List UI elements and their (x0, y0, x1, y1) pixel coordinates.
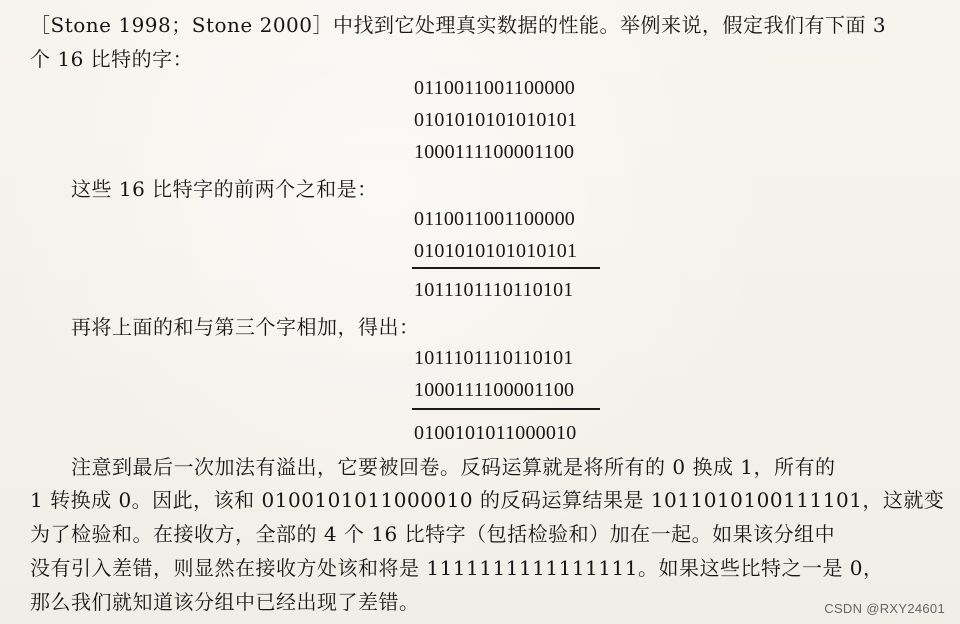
third-operand-2: 1000111100001100 (414, 379, 575, 401)
paragraph-line-2: 1 转换成 0。因此，该和 0100101011000010 的反码运算结果是 1011010100111101，这就变 (30, 488, 945, 512)
sum-operand-2: 0101010101010101 (414, 240, 578, 262)
sum-rule (412, 267, 600, 269)
paragraph-line-1: 注意到最后一次加法有溢出，它要被回卷。反码运算就是将所有的 0 换成 1，所有的 (71, 455, 836, 479)
third-operand-1: 1011101110110101 (414, 347, 574, 369)
sum-operand-1: 0110011001100000 (414, 208, 575, 230)
paragraph-line-3: 为了检验和。在接收方，全部的 4 个 16 比特字（包括检验和）加在一起。如果该分组中 (30, 522, 836, 546)
paragraph-line-4: 没有引入差错，则显然在接收方处该和将是 1111111111111111。如果这些比特之一是 0， (30, 556, 884, 580)
word-1: 0110011001100000 (414, 77, 575, 99)
third-result: 0100101011000010 (414, 422, 577, 444)
word-3: 1000111100001100 (414, 141, 575, 163)
intro-line-1: ［Stone 1998；Stone 2000］中找到它处理真实数据的性能。举例来说，假定我们有下面 3 (30, 13, 887, 37)
watermark: CSDN @RXY24601 (824, 601, 945, 616)
third-rule (412, 408, 600, 410)
intro-line-2: 个 16 比特的字： (30, 47, 194, 71)
word-2: 0101010101010101 (414, 109, 578, 131)
third-intro: 再将上面的和与第三个字相加，得出： (71, 315, 420, 339)
sum-result: 1011101110110101 (414, 279, 574, 301)
sum-intro: 这些 16 比特字的前两个之和是： (71, 177, 378, 201)
paragraph-line-5: 那么我们就知道该分组中已经出现了差错。 (30, 590, 420, 614)
